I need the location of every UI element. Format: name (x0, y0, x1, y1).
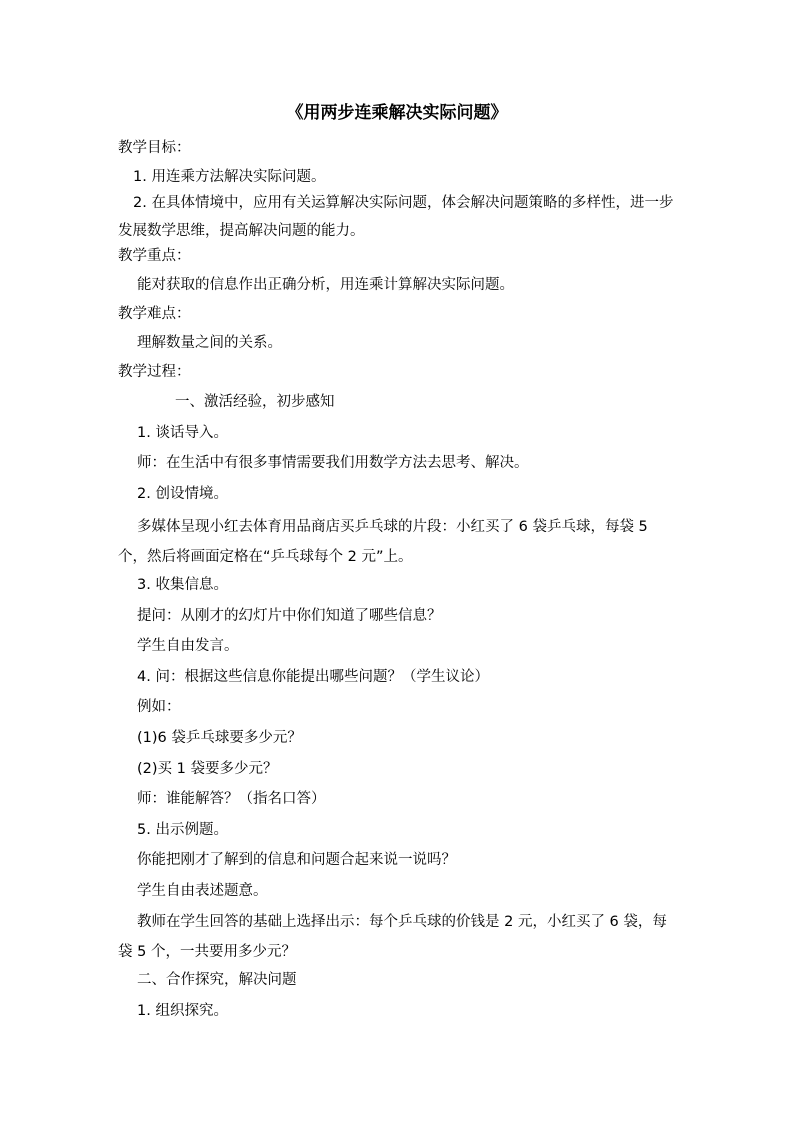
section-heading: 教学目标： (118, 140, 191, 156)
paragraph: 学生自由发言。 (137, 638, 239, 654)
example-question: (1)6 袋乒乓球要多少元？ (137, 730, 302, 746)
objective-item: 2. 在具体情境中，应用有关运算解决实际问题，体会解决问题策略的多样性，进一步发展数学思维，提高解决问题的能力。 (118, 195, 674, 239)
document-title: 《用两步连乘解决实际问题》 (286, 103, 508, 123)
subsection-heading: 二、合作探究，解决问题 (137, 972, 297, 988)
example-question: (2)买 1 袋要多少元？ (137, 761, 278, 777)
paragraph: 能对获取的信息作出正确分析，用连乘计算解决实际问题。 (137, 277, 514, 293)
paragraph: 教师在学生回答的基础上选择出示：每个乒乓球的价钱是 2 元，小红买了 6 袋，每袋 5 个，一共要用多少元？ (118, 914, 667, 960)
paragraph: 师：谁能解答？（指名口答） (137, 791, 326, 807)
paragraph: 多媒体呈现小红去体育用品商店买乒乓球的片段：小红买了 6 袋乒乓球，每袋 5 个，然后将画面定格在“乒乓球每个 2 元”上。 (118, 519, 648, 565)
paragraph: 学生自由表述题意。 (137, 883, 268, 899)
step-item: 4. 问：根据这些信息你能提出哪些问题？（学生议论） (137, 669, 489, 685)
section-heading: 教学难点： (118, 306, 191, 322)
subsection-heading: 一、激活经验，初步感知 (175, 394, 335, 410)
step-item: 1. 谈话导入。 (137, 425, 228, 441)
objective-item: 1. 用连乘方法解决实际问题。 (133, 169, 326, 185)
step-item: 2. 创设情境。 (137, 486, 228, 502)
step-item: 5. 出示例题。 (137, 822, 228, 838)
section-heading: 教学过程： (118, 364, 191, 380)
paragraph: 理解数量之间的关系。 (137, 335, 282, 351)
paragraph: 例如： (137, 699, 181, 715)
step-item: 3. 收集信息。 (137, 577, 228, 593)
paragraph: 提问：从刚才的幻灯片中你们知道了哪些信息？ (137, 608, 442, 624)
paragraph: 师：在生活中有很多事情需要我们用数学方法去思考、解决。 (137, 455, 529, 471)
paragraph: 你能把刚才了解到的信息和问题合起来说一说吗？ (137, 852, 456, 868)
step-item: 1. 组织探究。 (137, 1003, 228, 1019)
section-heading: 教学重点： (118, 248, 191, 264)
